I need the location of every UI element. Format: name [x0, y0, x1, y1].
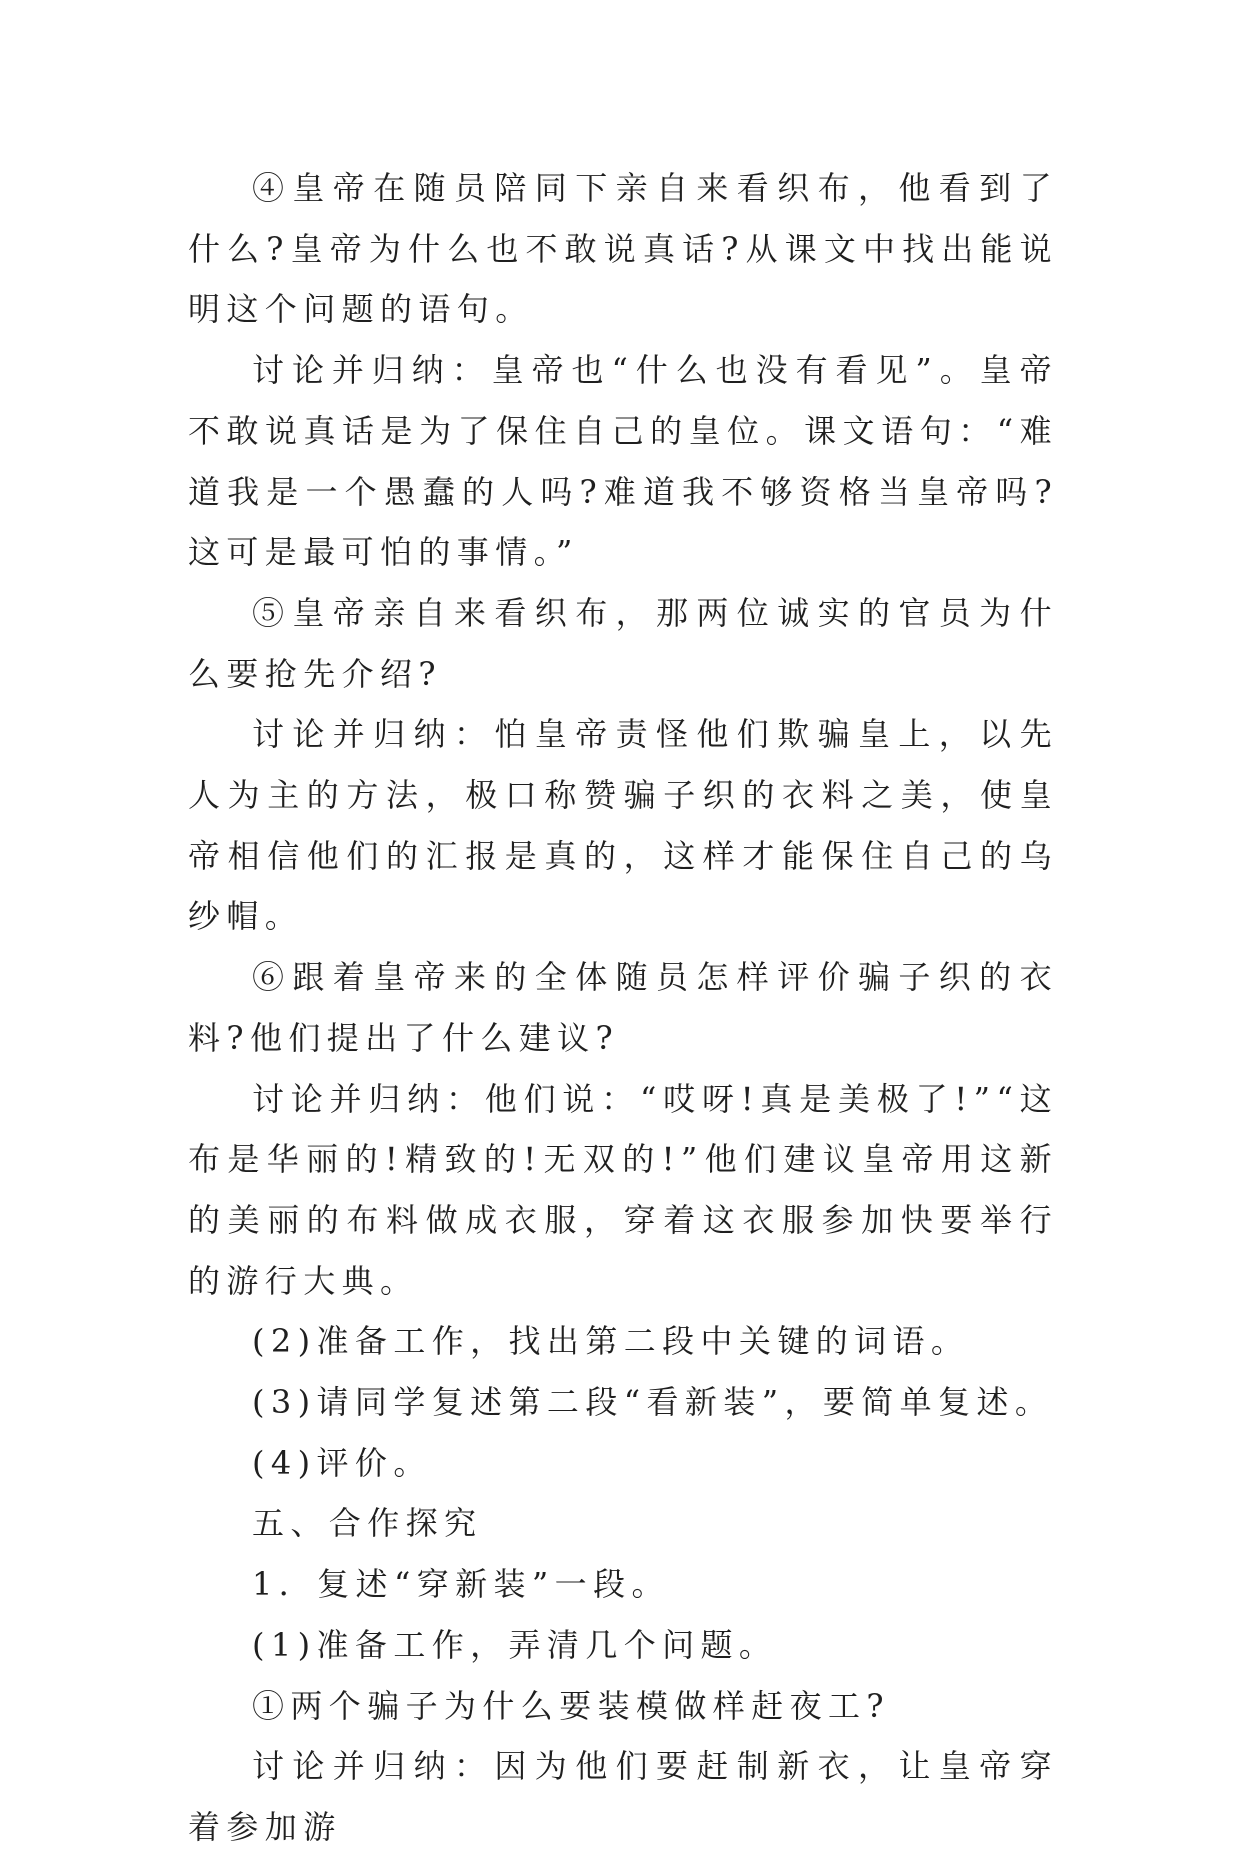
- paragraph-question-1: ①两个骗子为什么要装模做样赶夜工?: [252, 1686, 890, 1725]
- paragraph-question-4: ④皇帝在随员陪同下亲自来看织布，他看到了什么?皇帝为什么也不敢说真话?从课文中找出能说明这个问题的语句。: [188, 169, 1058, 329]
- paragraph-answer-1: 讨论并归纳：因为他们要赶制新衣，让皇帝穿着参加游: [188, 1747, 1058, 1846]
- paragraph-step-2: (2)准备工作，找出第二段中关键的词语。: [252, 1322, 970, 1361]
- paragraph-prep-1: (1)准备工作，弄清几个问题。: [252, 1625, 778, 1664]
- paragraph-step-4: (4)评价。: [252, 1443, 432, 1482]
- paragraph-answer-6: 讨论并归纳：他们说：“哎呀!真是美极了!”“这布是华丽的!精致的!无双的!”他们建议皇帝用这新的美丽的布料做成衣服，穿着这衣服参加快要举行的游行大典。: [188, 1079, 1058, 1300]
- document-body: [188, 158, 1058, 1858]
- paragraph-question-6: ⑥跟着皇帝来的全体随员怎样评价骗子织的衣料?他们提出了什么建议?: [188, 958, 1058, 1057]
- paragraph-answer-5: 讨论并归纳：怕皇帝责怪他们欺骗皇上，以先人为主的方法，极口称赞骗子织的衣料之美，使皇帝相信他们的汇报是真的，这样才能保住自己的乌纱帽。: [188, 715, 1058, 936]
- paragraph-question-5: ⑤皇帝亲自来看织布，那两位诚实的官员为什么要抢先介绍?: [188, 593, 1058, 693]
- section-heading-five: 五、合作探究: [252, 1504, 483, 1543]
- paragraph-step-3: (3)请同学复述第二段“看新装”，要简单复述。: [252, 1383, 1054, 1422]
- paragraph-answer-4: 讨论并归纳：皇帝也“什么也没有看见”。皇帝不敢说真话是为了保住自己的皇位。课文语句：“难道我是一个愚蠢的人吗?难道我不够资格当皇帝吗?这可是最可怕的事情。”: [188, 351, 1058, 572]
- paragraph-task-1: 1．复述“穿新装”一段。: [252, 1565, 670, 1604]
